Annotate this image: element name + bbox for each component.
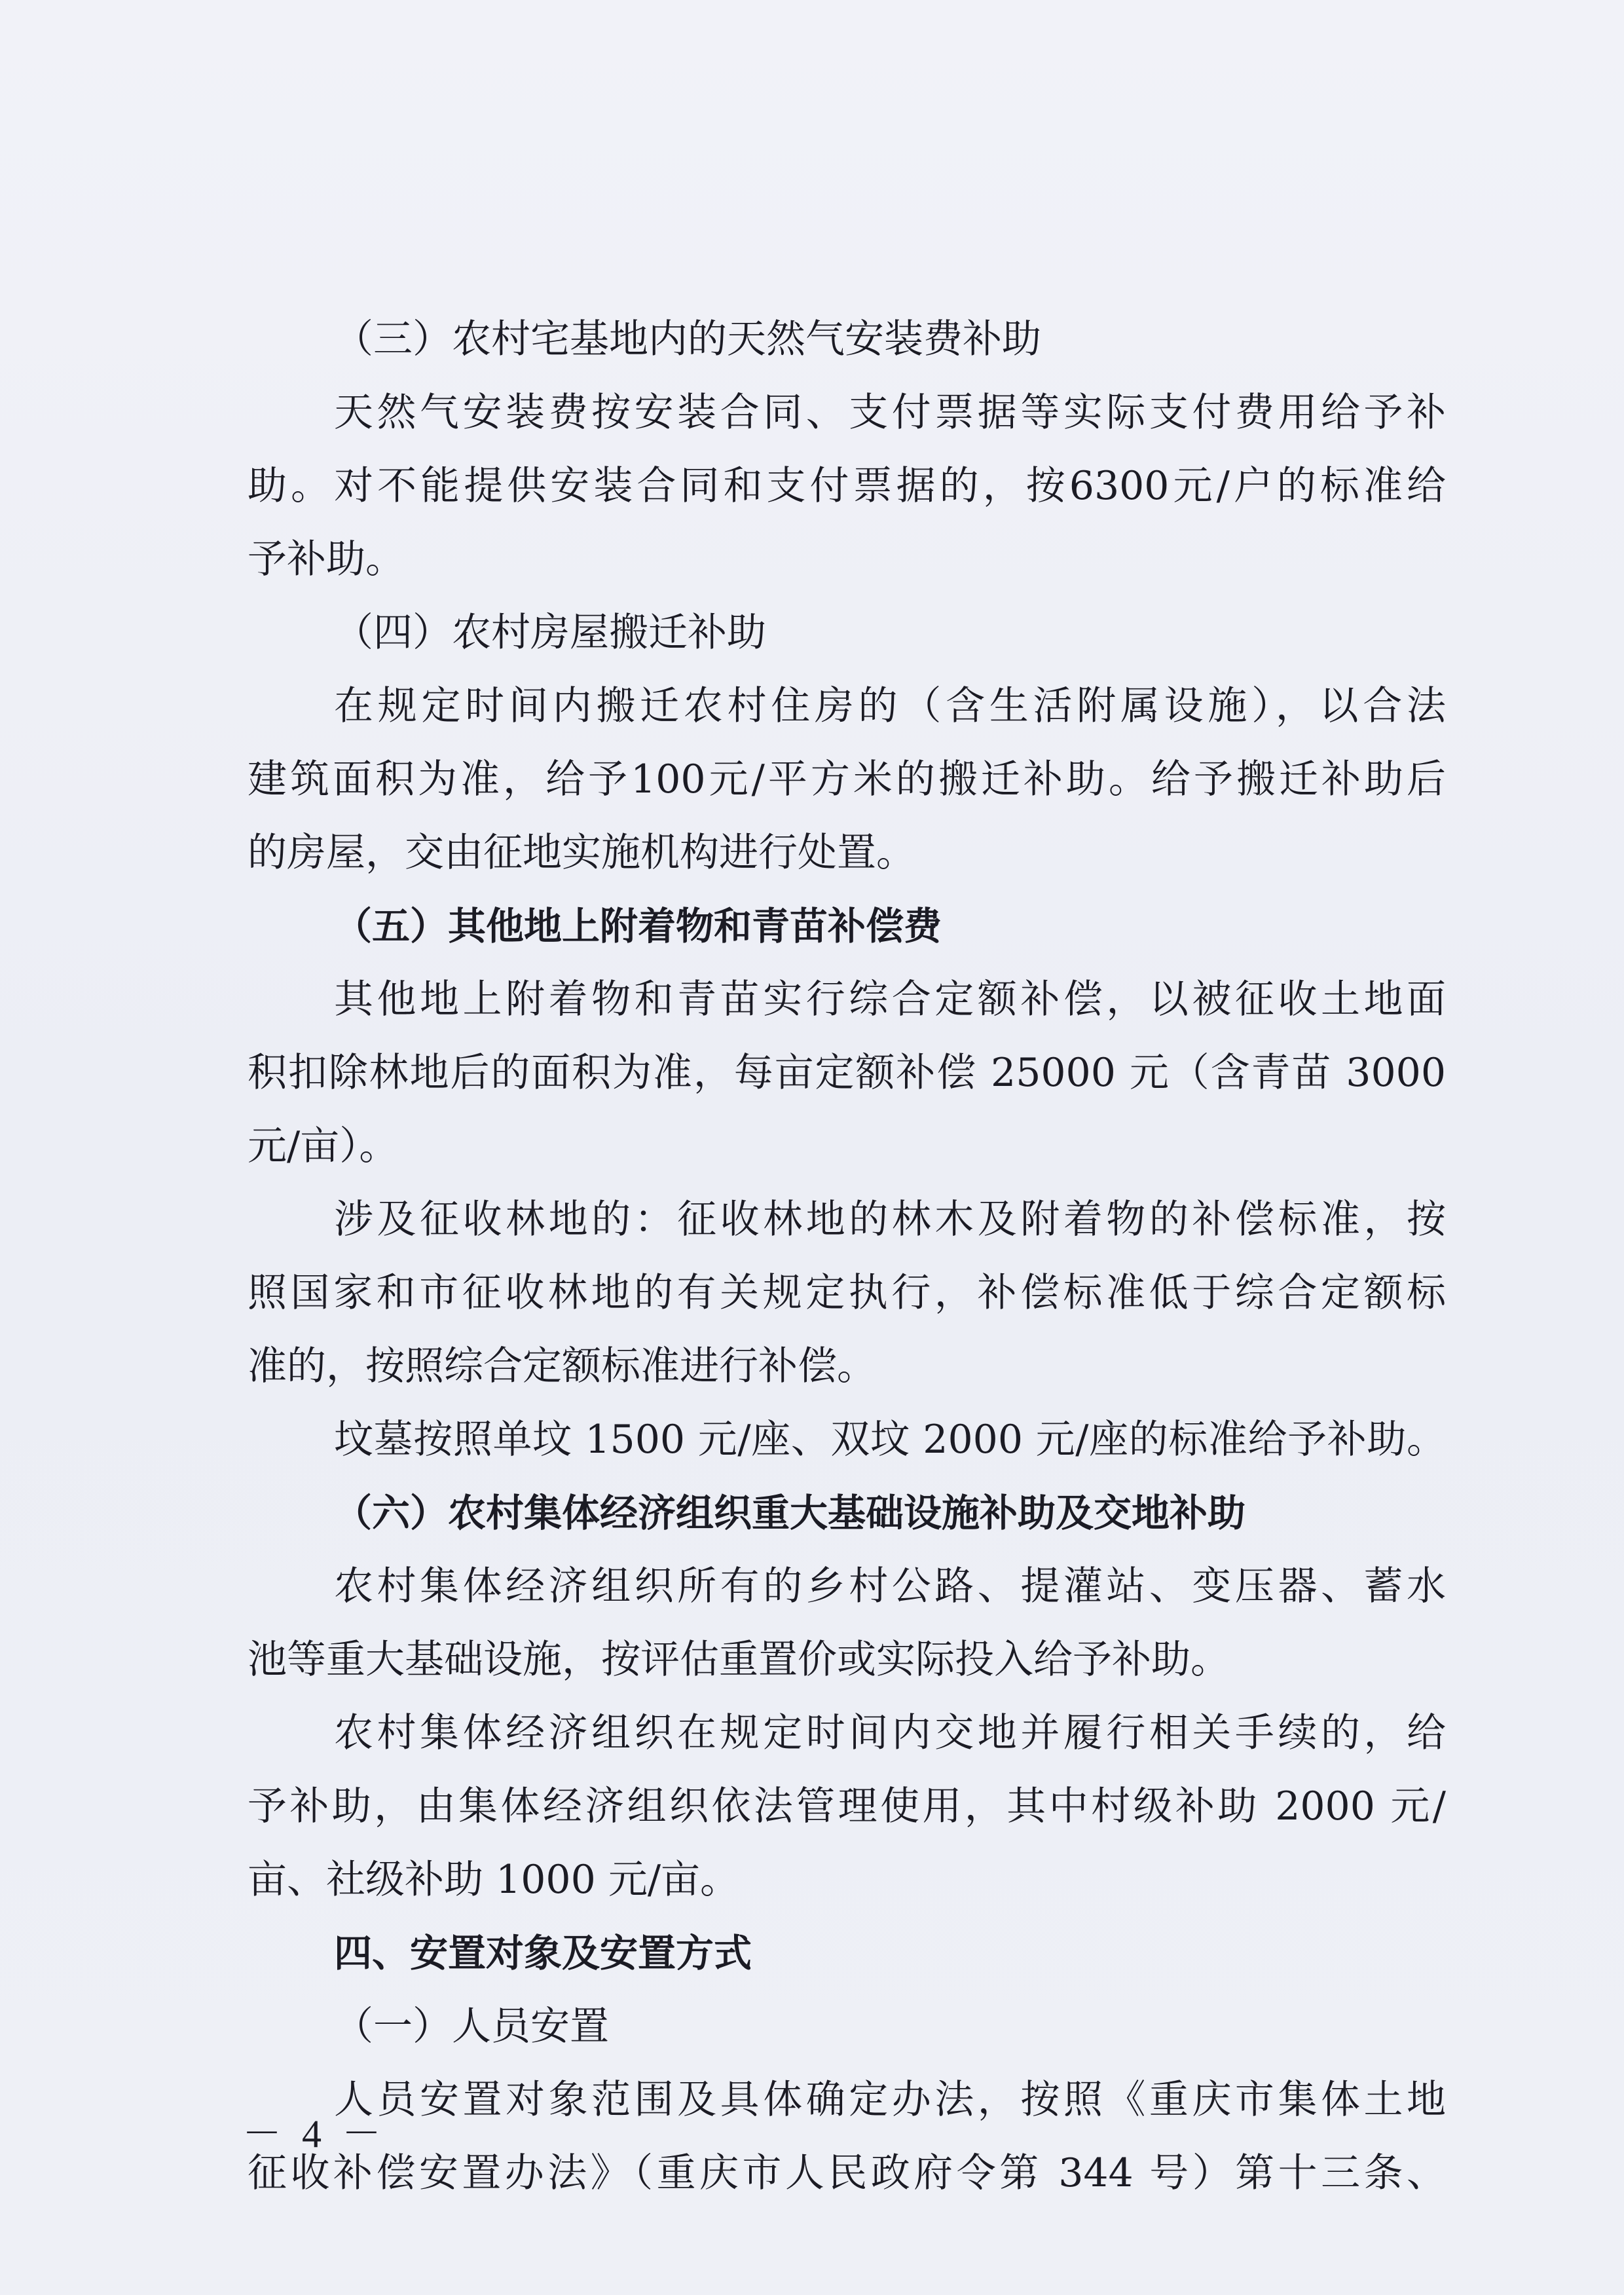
paragraph-line: 予补助，由集体经济组织依法管理使用，其中村级补助 2000 元/ xyxy=(248,1783,1446,1829)
paragraph-line: 元/亩）。 xyxy=(248,1123,399,1169)
paragraph-line: 亩、社级补助 1000 元/亩。 xyxy=(248,1857,740,1903)
subsection-heading-attachments: （五）其他地上附着物和青苗补偿费 xyxy=(334,904,942,948)
paragraph-line: 助。对不能提供安装合同和支付票据的，按6300元/户的标准给 xyxy=(248,463,1446,509)
paragraph-line: 建筑面积为准，给予100元/平方米的搬迁补助。给予搬迁补助后 xyxy=(248,756,1446,802)
paragraph-line: 人员安置对象范围及具体确定办法，按照《重庆市集体土地 xyxy=(334,2077,1446,2123)
subsection-heading-infrastructure: （六）农村集体经济组织重大基础设施补助及交地补助 xyxy=(334,1491,1246,1535)
paragraph-line: 征收补偿安置办法》（重庆市人民政府令第 344 号）第十三条、 xyxy=(248,2150,1446,2196)
paragraph-line: 其他地上附着物和青苗实行综合定额补偿，以被征收土地面 xyxy=(334,977,1446,1022)
paragraph-line: 坟墓按照单坟 1500 元/座、双坟 2000 元/座的标准给予补助。 xyxy=(334,1417,1446,1463)
paragraph-line: 在规定时间内搬迁农村住房的（含生活附属设施），以合法 xyxy=(334,683,1446,729)
subsection-heading-personnel: （一）人员安置 xyxy=(334,2004,609,2049)
paragraph-line: 农村集体经济组织所有的乡村公路、提灌站、变压器、蓄水 xyxy=(334,1563,1446,1609)
subsection-heading-relocation: （四）农村房屋搬迁补助 xyxy=(334,610,766,656)
subsection-heading-natural-gas: （三）农村宅基地内的天然气安装费补助 xyxy=(334,316,1041,362)
paragraph-line: 涉及征收林地的：征收林地的林木及附着物的补偿标准，按 xyxy=(334,1197,1446,1242)
page-number: － 4 － xyxy=(242,2112,386,2155)
paragraph-line: 积扣除林地后的面积为准，每亩定额补偿 25000 元（含青苗 3000 xyxy=(248,1050,1446,1096)
paragraph-line: 天然气安装费按安装合同、支付票据等实际支付费用给予补 xyxy=(334,390,1446,436)
paragraph-line: 农村集体经济组织在规定时间内交地并履行相关手续的，给 xyxy=(334,1710,1446,1756)
document-body xyxy=(248,303,1446,2210)
paragraph-line: 的房屋，交由征地实施机构进行处置。 xyxy=(248,830,915,876)
paragraph-line: 池等重大基础设施，按评估重置价或实际投入给予补助。 xyxy=(248,1637,1230,1683)
paragraph-line: 予补助。 xyxy=(248,536,405,582)
section-heading-resettlement: 四、安置对象及安置方式 xyxy=(334,1931,752,1975)
paragraph-line: 照国家和市征收林地的有关规定执行，补偿标准低于综合定额标 xyxy=(248,1270,1446,1316)
paragraph-line: 准的，按照综合定额标准进行补偿。 xyxy=(248,1343,876,1389)
